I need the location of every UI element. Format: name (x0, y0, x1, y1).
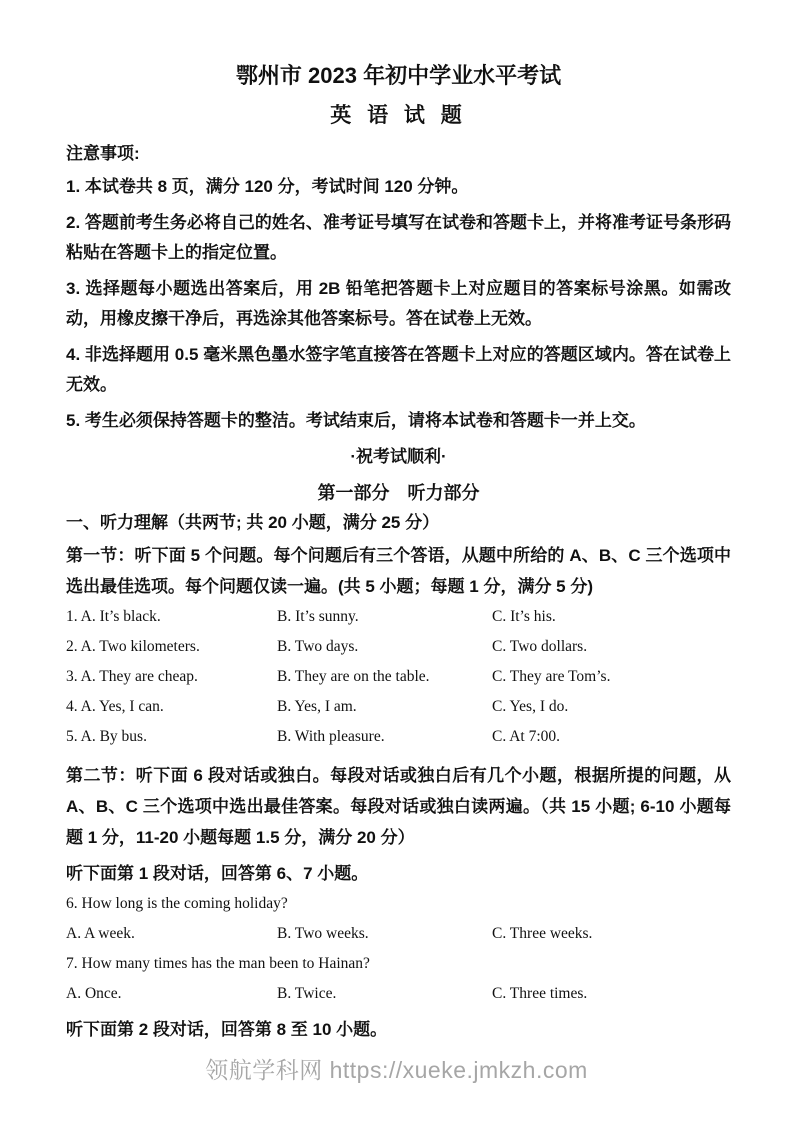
question-4-option-b: B. Yes, I am. (277, 698, 357, 715)
question-row-1 (66, 602, 731, 632)
question-7-stem: 7. How many times has the man been to Hainan? (66, 955, 370, 972)
question-3-option-c: C. They are Tom’s. (492, 668, 611, 685)
dialog2-prompt: 听下面第 2 段对话，回答第 8 至 10 小题。 (66, 1020, 388, 1039)
notice-label: 注意事项: (66, 144, 140, 163)
question-6-option-a: A. A week. (66, 925, 135, 942)
notice-item-2: 2. 答题前考生务必将自己的姓名、准考证号填写在试卷和答题卡上，并将准考证号条形码粘贴在答题卡上的指定位置。 (66, 213, 731, 262)
notice-item-1: 1. 本试卷共 8 页，满分 120 分，考试时间 120 分钟。 (66, 177, 469, 196)
question-row-4 (66, 692, 731, 722)
question-1-option-a: 1. A. It’s black. (66, 608, 161, 625)
question-7-options (66, 979, 731, 1009)
question-5-option-c: C. At 7:00. (492, 728, 561, 745)
question-1-option-c: C. It’s his. (492, 608, 556, 625)
notice-item-4: 4. 非选择题用 0.5 毫米黑色墨水签字笔直接答在答题卡上对应的答题区域内。答在试卷上无效。 (66, 345, 731, 394)
question-3-option-b: B. They are on the table. (277, 668, 430, 685)
dialog1-prompt: 听下面第 1 段对话，回答第 6、7 小题。 (66, 864, 369, 883)
question-2-option-c: C. Two dollars. (492, 638, 588, 655)
question-5-option-a: 5. A. By bus. (66, 728, 147, 745)
question-row-2 (66, 632, 731, 662)
question-row-3 (66, 662, 731, 692)
section2-instructions: 第二节：听下面 6 段对话或独白。每段对话或独白后有几个小题，根据所提的问题，从 A、B、C 三个选项中选出最佳答案。每段对话或独白读两遍。（共 15 小题; 6-10 小题每题 1 分，11-20 小题每题 1.5 分，满分 20 分） (66, 766, 731, 847)
watermark-text: 领航学科网 https://xueke.jmkzh.com (205, 1057, 588, 1083)
part1-heading: 第一部分 听力部分 (317, 483, 480, 503)
notice-item-5: 5. 考生必须保持答题卡的整洁。考试结束后，请将本试卷和答题卡一并上交。 (66, 411, 646, 430)
blessing-line: ·祝考试顺利· (350, 447, 447, 466)
question-1-option-b: B. It’s sunny. (277, 608, 359, 625)
question-5-option-b: B. With pleasure. (277, 728, 385, 745)
question-7-option-a: A. Once. (66, 985, 122, 1002)
question-7-option-b: B. Twice. (277, 985, 337, 1002)
question-row-5 (66, 722, 731, 752)
question-6-option-c: C. Three weeks. (492, 925, 593, 942)
question-7-option-c: C. Three times. (492, 985, 588, 1002)
question-6-options (66, 919, 731, 949)
exam-subtitle: 英 语 试 题 (330, 104, 467, 127)
exam-title: 鄂州市 2023 年初中学业水平考试 (235, 63, 562, 88)
question-4-option-a: 4. A. Yes, I can. (66, 698, 164, 715)
listening-section-heading: 一、听力理解（共两节; 共 20 小题，满分 25 分） (66, 513, 440, 532)
question-3-option-a: 3. A. They are cheap. (66, 668, 198, 685)
question-2-option-b: B. Two days. (277, 638, 359, 655)
notice-item-3: 3. 选择题每小题选出答案后，用 2B 铅笔把答题卡上对应题目的答案标号涂黑。如需改动，用橡皮擦干净后，再选涂其他答案标号。答在试卷上无效。 (66, 279, 731, 328)
question-2-option-a: 2. A. Two kilometers. (66, 638, 200, 655)
question-4-option-c: C. Yes, I do. (492, 698, 569, 715)
section1-instructions: 第一节：听下面 5 个问题。每个问题后有三个答语，从题中所给的 A、B、C 三个选项中选出最佳选项。每个问题仅读一遍。(共 5 小题；每题 1 分，满分 5 分) (66, 546, 731, 596)
question-6-stem: 6. How long is the coming holiday? (66, 895, 288, 912)
question-6-option-b: B. Two weeks. (277, 925, 369, 942)
